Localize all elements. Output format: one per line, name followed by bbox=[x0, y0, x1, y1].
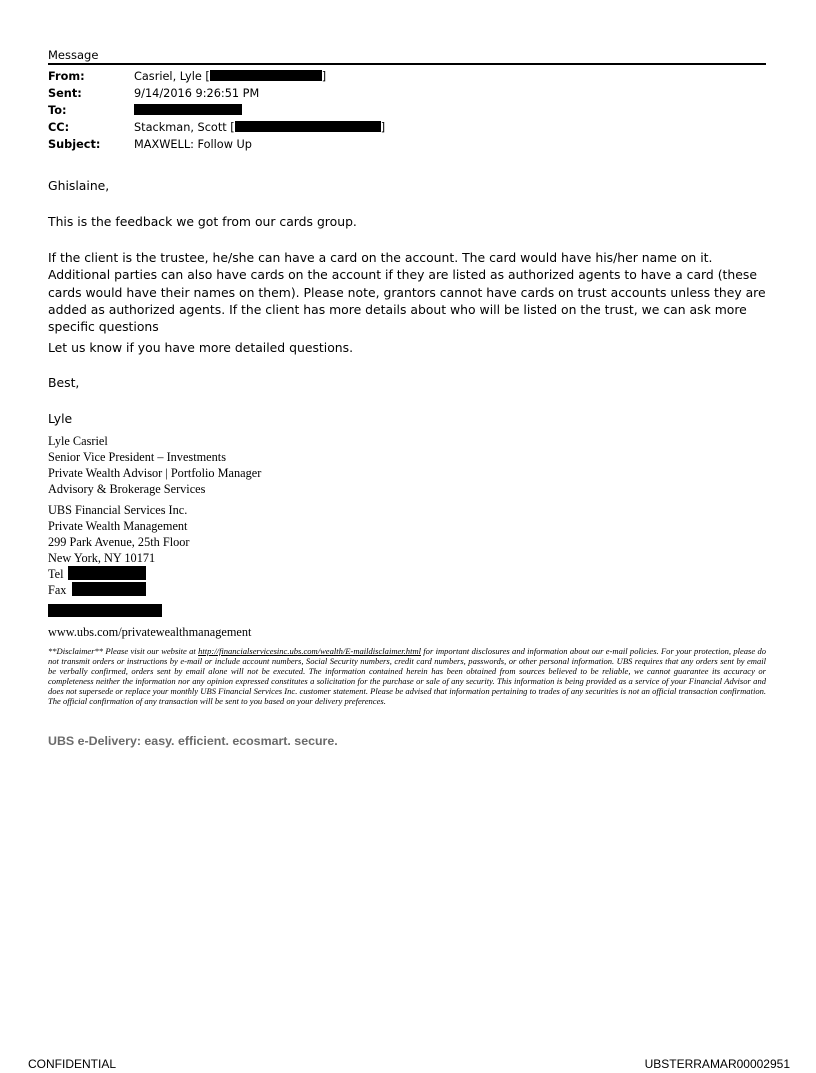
cc-value bbox=[134, 119, 385, 136]
edelivery-tagline: UBS e-Delivery: easy. efficient. ecosmart. secure. bbox=[48, 734, 338, 748]
greeting: Ghislaine, bbox=[48, 178, 110, 193]
cc-name: Stackman, Scott [ bbox=[134, 121, 235, 134]
from-suffix: ] bbox=[321, 70, 327, 83]
cc-label: CC: bbox=[48, 121, 70, 134]
sender-first-name: Lyle bbox=[48, 411, 73, 426]
body-paragraph-2: If the client is the trustee, he/she can have a card on the account. The card would have his/her name on it. Additional parties can also have cards on the account if they are listed as authorized agents to have a card (these cards would have their names on them). Please note, grantors cannot have cards on trust accounts unless they are added as authorized agents. If the client has more details about who will be listed on the trust, we can ask more specific questions bbox=[48, 250, 766, 335]
fax-label: Fax bbox=[48, 582, 67, 597]
from-label: From: bbox=[48, 70, 85, 83]
signature-role: Private Wealth Advisor | Portfolio Manager bbox=[48, 465, 262, 480]
street-address: 299 Park Avenue, 25th Floor bbox=[48, 534, 190, 549]
disclaimer-text: for important disclosures and information about our e-mail policies. For your protection, please do not transmit orders or instructions by e-mail or include account numbers, Social Security numbers, credit card numbers, passwords, or other personal information. UBS requires that any orders sent by email be verbally confirmed, orders sent by email alone will not be executed. The information contained herein has been obtained from sources believed to be reliable, we cannot guarantee its accuracy or completeness neither the information nor any opinion expressed constitutes a solicitation for the purchase or sale of any security. This information is being provided as a service of your Financial Advisor and does not supersede or replace your monthly UBS Financial Services Inc. customer statement. Please be advised that information pertaining to trades of any securities is not an official transaction confirmation. The official confirmation of any transaction will be sent to you based on your delivery preferences. bbox=[48, 646, 766, 706]
signature-block bbox=[48, 434, 261, 498]
fax-redaction bbox=[72, 582, 146, 596]
sent-label: Sent: bbox=[48, 87, 82, 100]
subject-row bbox=[48, 136, 385, 153]
disclaimer-link[interactable]: http://financialservicesinc.ubs.com/wealth/E-maildisclaimer.html bbox=[198, 646, 421, 656]
body-paragraph-1: This is the feedback we got from our cards group. bbox=[48, 214, 357, 229]
website-link[interactable]: www.ubs.com/privatewealthmanagement bbox=[48, 625, 252, 639]
to-row bbox=[48, 102, 385, 119]
disclaimer-prefix: **Disclaimer** Please visit our website at bbox=[48, 646, 199, 656]
to-label: To: bbox=[48, 104, 67, 117]
closing: Best, bbox=[48, 375, 80, 390]
body-paragraph-3: Let us know if you have more detailed questions. bbox=[48, 340, 354, 355]
city-state-zip: New York, NY 10171 bbox=[48, 550, 156, 565]
from-value bbox=[134, 68, 326, 85]
tel-redaction bbox=[68, 566, 146, 580]
from-name: Casriel, Lyle [ bbox=[134, 70, 210, 83]
signature-department: Advisory & Brokerage Services bbox=[48, 481, 206, 496]
sent-value: 9/14/2016 9:26:51 PM bbox=[134, 87, 260, 100]
cc-suffix: ] bbox=[380, 121, 386, 134]
signature-title: Senior Vice President – Investments bbox=[48, 449, 226, 464]
to-value bbox=[134, 102, 242, 119]
division-name: Private Wealth Management bbox=[48, 518, 188, 533]
subject-value: MAXWELL: Follow Up bbox=[134, 138, 252, 151]
from-row bbox=[48, 68, 385, 85]
footer-confidential: CONFIDENTIAL bbox=[28, 1057, 117, 1071]
tel-label: Tel bbox=[48, 566, 64, 581]
signature-name: Lyle Casriel bbox=[48, 434, 108, 448]
redaction-bar bbox=[210, 70, 322, 81]
email-redaction bbox=[48, 604, 162, 617]
subject-label: Subject: bbox=[48, 138, 101, 151]
email-header bbox=[48, 68, 385, 153]
sent-row bbox=[48, 85, 385, 102]
header-divider bbox=[48, 63, 766, 65]
cc-row bbox=[48, 119, 385, 136]
company-name: UBS Financial Services Inc. bbox=[48, 503, 188, 517]
redaction-bar bbox=[235, 121, 381, 132]
section-label: Message bbox=[48, 48, 99, 62]
legal-disclaimer bbox=[48, 647, 766, 706]
redaction-bar bbox=[134, 104, 242, 115]
footer-bates-number: UBSTERRAMAR00002951 bbox=[644, 1057, 790, 1071]
